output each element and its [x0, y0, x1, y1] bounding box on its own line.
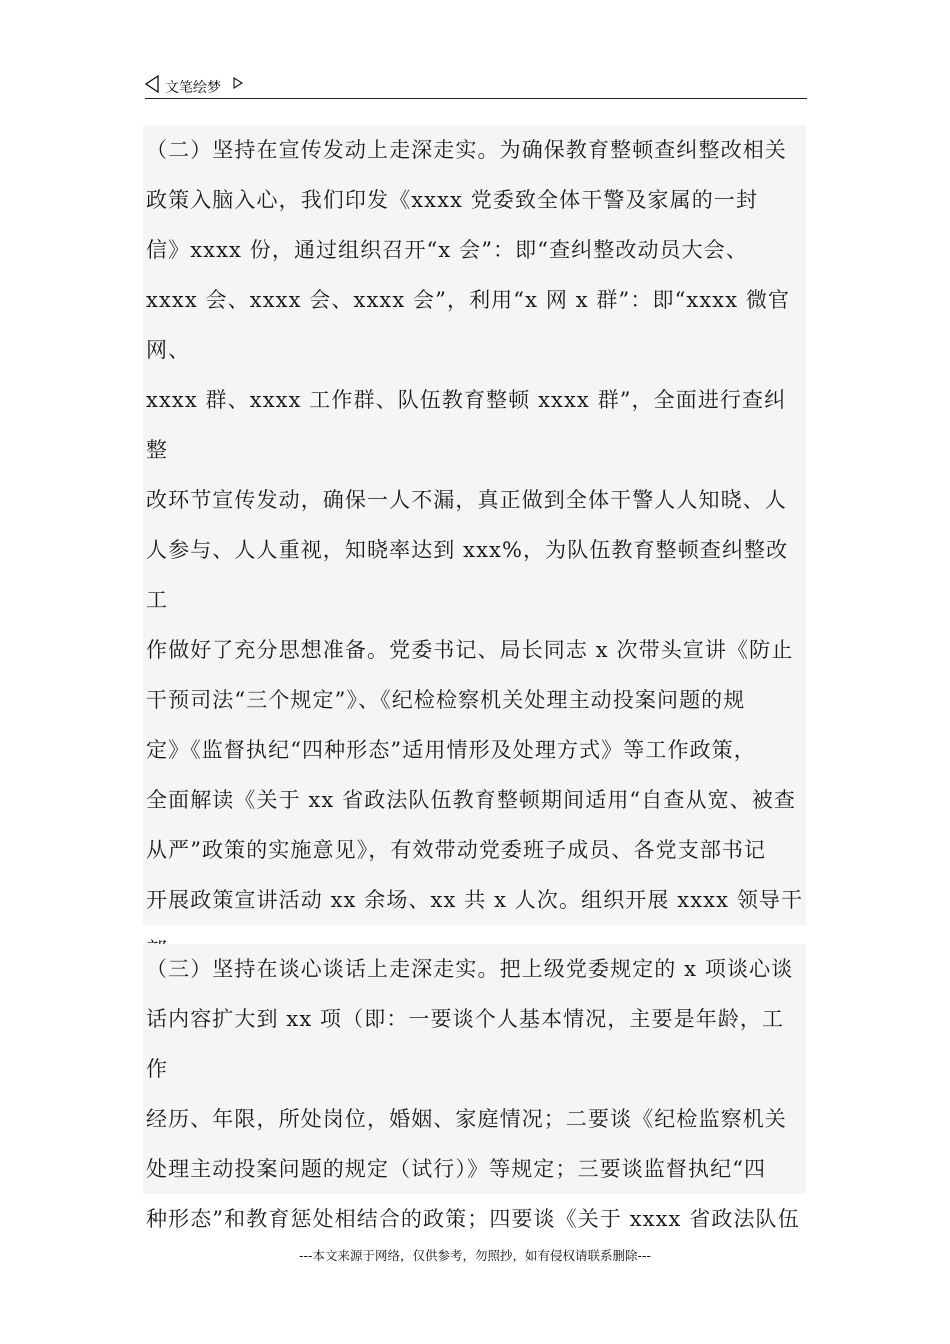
page-footer-disclaimer: ---本文来源于网络，仅供参考，勿照抄，如有侵权请联系删除--- [298, 1248, 652, 1263]
paragraph-line: 信》xxxx 份，通过组织召开“x 会”：即“查纠整改动员大会、 [146, 238, 748, 262]
paragraph-line: 作做好了充分思想准备。党委书记、局长同志 x 次带头宣讲《防止 [146, 638, 794, 662]
paragraph-line: 人参与、人人重视，知晓率达到 xxx%，为队伍教育整顿查纠整改工 [146, 538, 789, 612]
paragraph-line: 全面解读《关于 xx 省政法队伍教育整顿期间适用“自查从宽、被查 [146, 788, 796, 812]
header-title: 文笔绘梦 [165, 80, 221, 96]
paragraph-line: 政策入脑入心，我们印发《xxxx 党委致全体干警及家属的一封 [146, 188, 759, 212]
triangle-right-icon [233, 77, 243, 89]
page-header [145, 72, 807, 98]
paragraph-line: （二）坚持在宣传发动上走深走实。为确保教育整顿查纠整改相关 [146, 138, 787, 162]
paragraph-section-2 [143, 125, 806, 925]
paragraph-line: xxxx 群、xxxx 工作群、队伍教育整顿 xxxx 群”，全面进行查纠整 [146, 388, 787, 462]
paragraph-line: 改环节宣传发动，确保一人不漏，真正做到全体干警人人知晓、人 [146, 488, 787, 512]
triangle-left-icon [145, 75, 159, 93]
paragraph-section-3 [143, 944, 806, 1231]
paragraph-line: xxxx 会、xxxx 会、xxxx 会”，利用“x 网 x 群”：即“xxxx 微官网、 [146, 288, 791, 362]
paragraph-line: 干预司法“三个规定”》、《纪检检察机关处理主动投案问题的规 [146, 688, 746, 712]
paragraph-line: 开展政策宣讲活动 xx 余场、xx 共 x 人次。组织开展 xxxx 领导干 [146, 888, 804, 912]
paragraph-line: 处理主动投案问题的规定（试行）》等规定；三要谈监督执纪“四 [146, 1157, 767, 1181]
paragraph-line: 从严”政策的实施意见》，有效带动党委班子成员、各党支部书记 [146, 838, 767, 862]
paragraph-line: 定》《监督执纪“四种形态”适用情形及处理方式》等工作政策， [146, 738, 756, 762]
paragraph-line: （三）坚持在谈心谈话上走深走实。把上级党委规定的 x 项谈心谈 [146, 957, 794, 981]
paragraph-line: 种形态”和教育惩处相结合的政策；四要谈《关于 xxxx 省政法队伍 [146, 1207, 800, 1231]
paragraph-text [143, 944, 806, 1244]
header-divider [145, 98, 807, 99]
paragraph-line: 经历、年限，所处岗位，婚姻、家庭情况；二要谈《纪检监察机关 [146, 1107, 787, 1131]
paragraph-line: 话内容扩大到 xx 项（即：一要谈个人基本情况，主要是年龄，工作 [146, 1007, 785, 1081]
